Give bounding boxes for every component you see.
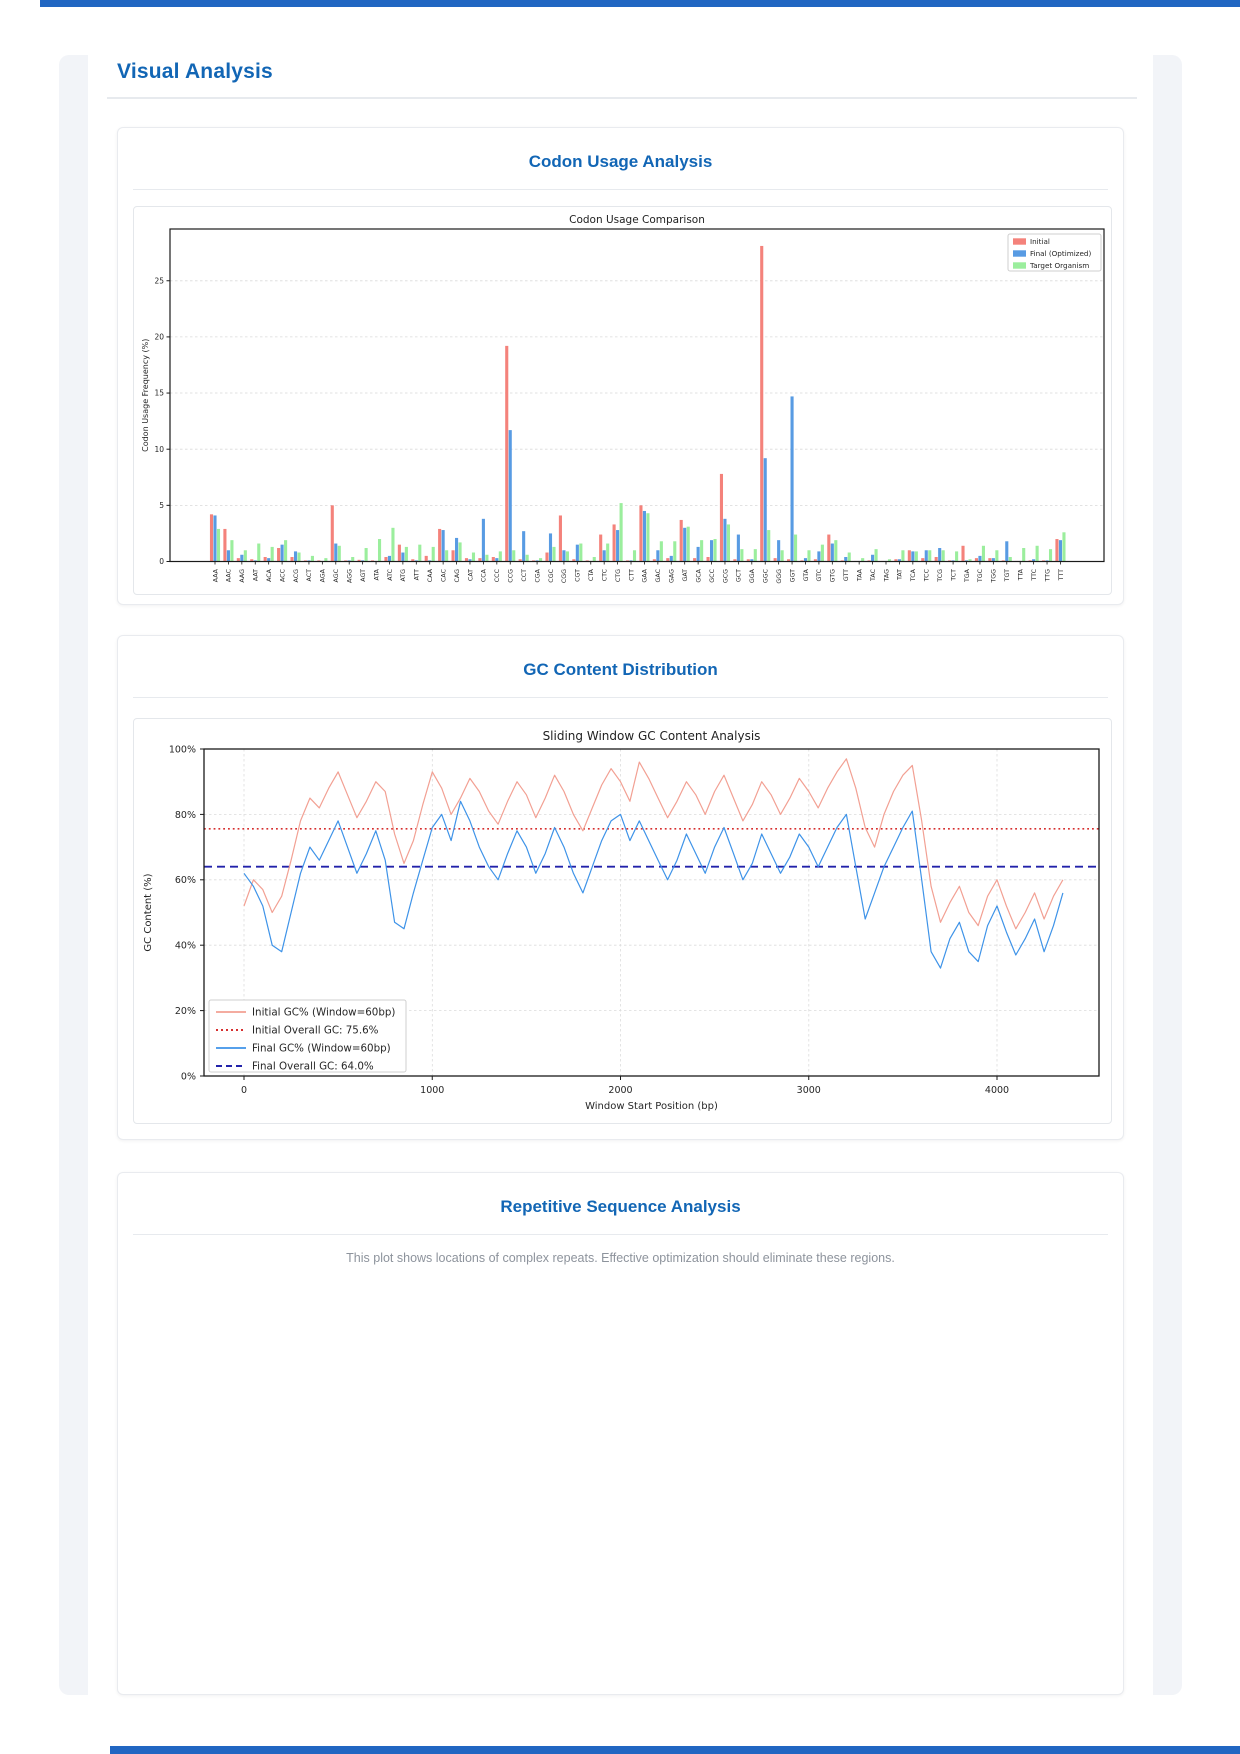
svg-text:CTA: CTA: [588, 569, 596, 582]
svg-text:AAA: AAA: [212, 569, 220, 583]
codon-bars: [210, 246, 1066, 562]
svg-text:CGG: CGG: [561, 569, 569, 584]
svg-text:Codon Usage Comparison: Codon Usage Comparison: [569, 214, 705, 226]
svg-text:GGA: GGA: [749, 569, 757, 584]
svg-text:CAC: CAC: [440, 569, 448, 582]
svg-text:CTT: CTT: [628, 569, 636, 581]
svg-text:TGC: TGC: [977, 569, 985, 583]
top-accent-bar: [40, 0, 1240, 7]
svg-text:TCA: TCA: [910, 569, 918, 582]
codon-usage-card: [117, 127, 1124, 605]
svg-text:Initial GC% (Window=60bp): Initial GC% (Window=60bp): [252, 1006, 396, 1019]
svg-text:TTT: TTT: [1057, 569, 1065, 581]
svg-text:CCC: CCC: [494, 569, 502, 583]
svg-text:GCC: GCC: [708, 569, 716, 583]
gc-card-header: [133, 636, 1108, 698]
codon-usage-chart: [134, 207, 1111, 594]
svg-text:CGC: CGC: [547, 569, 555, 583]
svg-text:60%: 60%: [174, 875, 196, 887]
svg-text:15: 15: [154, 388, 164, 398]
svg-text:25: 25: [154, 276, 164, 286]
repeats-card-title: Repetitive Sequence Analysis: [500, 1197, 741, 1216]
svg-text:80%: 80%: [174, 809, 196, 821]
svg-text:AAG: AAG: [239, 569, 247, 583]
svg-text:TGT: TGT: [1004, 569, 1012, 582]
svg-text:CAA: CAA: [427, 569, 435, 583]
svg-text:GAC: GAC: [655, 569, 663, 583]
repeats-card: [117, 1172, 1124, 1695]
svg-text:Window Start Position (bp): Window Start Position (bp): [585, 1101, 718, 1112]
svg-text:ACC: ACC: [279, 569, 287, 582]
svg-text:0: 0: [159, 557, 164, 567]
svg-text:GC Content (%): GC Content (%): [143, 873, 154, 952]
svg-text:GTA: GTA: [802, 569, 810, 582]
svg-text:TTG: TTG: [1044, 569, 1052, 582]
svg-text:GTT: GTT: [843, 569, 851, 582]
svg-text:1000: 1000: [420, 1085, 445, 1096]
svg-text:CTG: CTG: [614, 569, 622, 583]
svg-text:TAT: TAT: [896, 569, 904, 581]
svg-text:CGT: CGT: [574, 569, 582, 582]
codon-chart-box: [133, 206, 1112, 595]
svg-text:4000: 4000: [984, 1085, 1010, 1096]
svg-text:ACG: ACG: [292, 569, 300, 583]
svg-text:AGT: AGT: [359, 569, 367, 582]
svg-text:100%: 100%: [168, 744, 196, 756]
svg-text:ATC: ATC: [386, 569, 394, 581]
svg-text:0%: 0%: [180, 1071, 196, 1083]
codon-plot: [141, 214, 1104, 584]
page-title: Visual Analysis: [117, 60, 273, 83]
svg-text:GCG: GCG: [722, 569, 730, 584]
gc-card-title: GC Content Distribution: [523, 660, 718, 679]
svg-text:GAT: GAT: [682, 569, 689, 582]
svg-text:2000: 2000: [608, 1085, 633, 1096]
svg-text:AGA: AGA: [319, 569, 327, 583]
gc-content-chart: [134, 719, 1111, 1123]
svg-text:CAT: CAT: [467, 569, 475, 582]
svg-text:TAC: TAC: [869, 569, 877, 581]
svg-text:CCG: CCG: [507, 569, 515, 583]
bottom-accent-bar: [110, 1746, 1240, 1754]
repeats-card-header: [133, 1173, 1108, 1235]
gc-content-card: [117, 635, 1124, 1140]
svg-text:GTG: GTG: [829, 569, 837, 583]
svg-text:AGC: AGC: [333, 569, 341, 583]
svg-text:TAA: TAA: [856, 569, 864, 582]
gc-chart-box: [133, 718, 1112, 1124]
svg-text:GCT: GCT: [735, 569, 743, 583]
svg-text:AAT: AAT: [252, 569, 260, 582]
codon-legend: [1008, 234, 1101, 271]
svg-text:CGA: CGA: [534, 569, 542, 583]
svg-text:CTC: CTC: [601, 569, 609, 582]
gc-legend: [209, 1000, 406, 1073]
svg-text:TCT: TCT: [950, 569, 958, 581]
svg-text:3000: 3000: [796, 1085, 821, 1096]
svg-text:CCT: CCT: [520, 569, 528, 582]
svg-text:TAG: TAG: [883, 569, 891, 582]
page-title-divider: [107, 97, 1137, 99]
svg-text:Target Organism: Target Organism: [1030, 260, 1090, 270]
svg-text:GCA: GCA: [695, 569, 703, 583]
svg-text:AAC: AAC: [225, 569, 233, 583]
svg-text:TCG: TCG: [936, 569, 944, 582]
svg-text:GAA: GAA: [641, 569, 649, 583]
svg-text:Initial Overall GC: 75.6%: Initial Overall GC: 75.6%: [252, 1024, 379, 1037]
svg-text:GGC: GGC: [762, 569, 770, 584]
svg-text:AGG: AGG: [346, 569, 354, 583]
svg-text:5: 5: [159, 500, 164, 510]
codon-card-title: Codon Usage Analysis: [528, 152, 713, 171]
svg-text:GTC: GTC: [816, 569, 824, 582]
svg-text:GGT: GGT: [789, 569, 797, 583]
svg-text:ACT: ACT: [306, 569, 314, 582]
svg-text:ATA: ATA: [373, 569, 381, 581]
codon-card-header: [133, 128, 1108, 190]
svg-text:Codon Usage Frequency (%): Codon Usage Frequency (%): [141, 338, 150, 452]
repeats-description: This plot shows locations of complex repeats. Effective optimization should eliminate these regions.: [346, 1251, 895, 1265]
svg-text:ATG: ATG: [400, 569, 408, 582]
svg-text:Final Overall GC: 64.0%: Final Overall GC: 64.0%: [252, 1060, 374, 1073]
svg-text:GAG: GAG: [668, 569, 676, 583]
svg-text:TGA: TGA: [963, 569, 971, 583]
svg-text:Final (Optimized): Final (Optimized): [1030, 248, 1092, 258]
svg-text:10: 10: [154, 444, 164, 454]
svg-text:Final GC% (Window=60bp): Final GC% (Window=60bp): [252, 1042, 391, 1055]
gc-plot: [143, 729, 1099, 1112]
svg-text:CCA: CCA: [480, 569, 488, 583]
svg-text:Initial: Initial: [1030, 236, 1050, 246]
svg-text:Sliding Window GC Content Anal: Sliding Window GC Content Analysis: [542, 729, 761, 743]
svg-text:GGG: GGG: [775, 569, 783, 584]
svg-text:40%: 40%: [174, 940, 196, 952]
svg-text:TTA: TTA: [1017, 569, 1025, 581]
svg-text:TGG: TGG: [990, 569, 998, 583]
svg-text:20%: 20%: [174, 1006, 196, 1017]
svg-text:20: 20: [154, 332, 164, 342]
svg-text:TCC: TCC: [923, 569, 931, 582]
svg-text:0: 0: [240, 1085, 248, 1096]
svg-text:ACA: ACA: [265, 569, 273, 582]
svg-text:CAG: CAG: [453, 569, 461, 583]
svg-text:TTC: TTC: [1030, 569, 1038, 581]
svg-text:ATT: ATT: [413, 569, 421, 581]
